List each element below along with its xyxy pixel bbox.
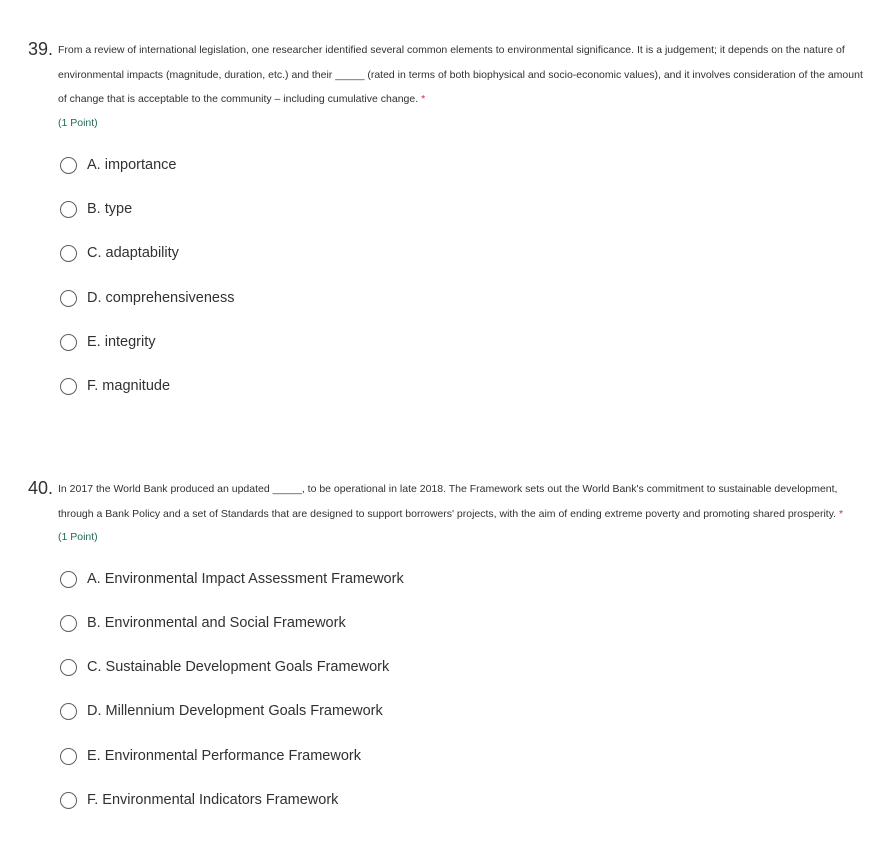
option-label: D. comprehensiveness [87, 290, 235, 306]
option-label: E. integrity [87, 334, 156, 350]
option-label: B. type [87, 201, 133, 217]
required-marker: * [839, 507, 844, 520]
radio-button[interactable] [60, 792, 77, 809]
option-40-d[interactable] [58, 700, 383, 722]
option-40-f[interactable] [58, 789, 338, 811]
radio-button[interactable] [60, 245, 77, 262]
option-label: B. Environmental and Social Framework [87, 615, 346, 631]
question-text-body: In 2017 the World Bank produced an updated _____, to be operational in late 2018. The Framework sets out the World Bank's commitment to sustainable development, through a Bank Policy and a set of Standards that are designed to support borrowers' projects, with the aim of ending extreme poverty and promoting shared prosperity. [58, 483, 838, 520]
option-39-f[interactable] [58, 375, 170, 397]
option-label: C. adaptability [87, 245, 179, 261]
radio-button[interactable] [60, 703, 77, 720]
question-points: (1 Point) [58, 117, 98, 129]
question-number: 40. [28, 478, 54, 498]
option-label: C. Sustainable Development Goals Framework [87, 659, 390, 675]
option-label: A. Environmental Impact Assessment Framework [87, 571, 404, 587]
radio-button[interactable] [60, 615, 77, 632]
option-39-c[interactable] [58, 242, 179, 264]
radio-button[interactable] [60, 659, 77, 676]
question-text [58, 38, 864, 112]
option-40-e[interactable] [58, 745, 361, 767]
option-label: F. Environmental Indicators Framework [87, 792, 339, 808]
radio-button[interactable] [60, 571, 77, 588]
question-text [58, 477, 864, 526]
option-39-d[interactable] [58, 287, 235, 309]
option-40-a[interactable] [58, 568, 404, 590]
option-label: D. Millennium Development Goals Framework [87, 703, 383, 719]
radio-button[interactable] [60, 157, 77, 174]
option-label: E. Environmental Performance Framework [87, 748, 361, 764]
option-label: A. importance [87, 157, 177, 173]
question-number: 39. [28, 39, 54, 59]
option-40-b[interactable] [58, 612, 346, 634]
option-label: F. magnitude [87, 378, 171, 394]
option-39-a[interactable] [58, 154, 176, 176]
question-points: (1 Point) [58, 531, 98, 543]
radio-button[interactable] [60, 748, 77, 765]
question-text-body: From a review of international legislation, one researcher identified several common elements to environmental significance. It is a judgement; it depends on the nature of environmental impacts (magnitude, duration, etc.) and their _____ (rated in terms of both biophysical and socio-economic values), and it involves consideration of the amount of change that is acceptable to the community – including cumulative change. [58, 44, 863, 105]
radio-button[interactable] [60, 378, 77, 395]
option-40-c[interactable] [58, 656, 389, 678]
required-marker: * [421, 93, 426, 105]
option-39-e[interactable] [58, 331, 156, 353]
radio-button[interactable] [60, 290, 77, 307]
radio-button[interactable] [60, 201, 77, 218]
radio-button[interactable] [60, 334, 77, 351]
option-39-b[interactable] [58, 198, 132, 220]
